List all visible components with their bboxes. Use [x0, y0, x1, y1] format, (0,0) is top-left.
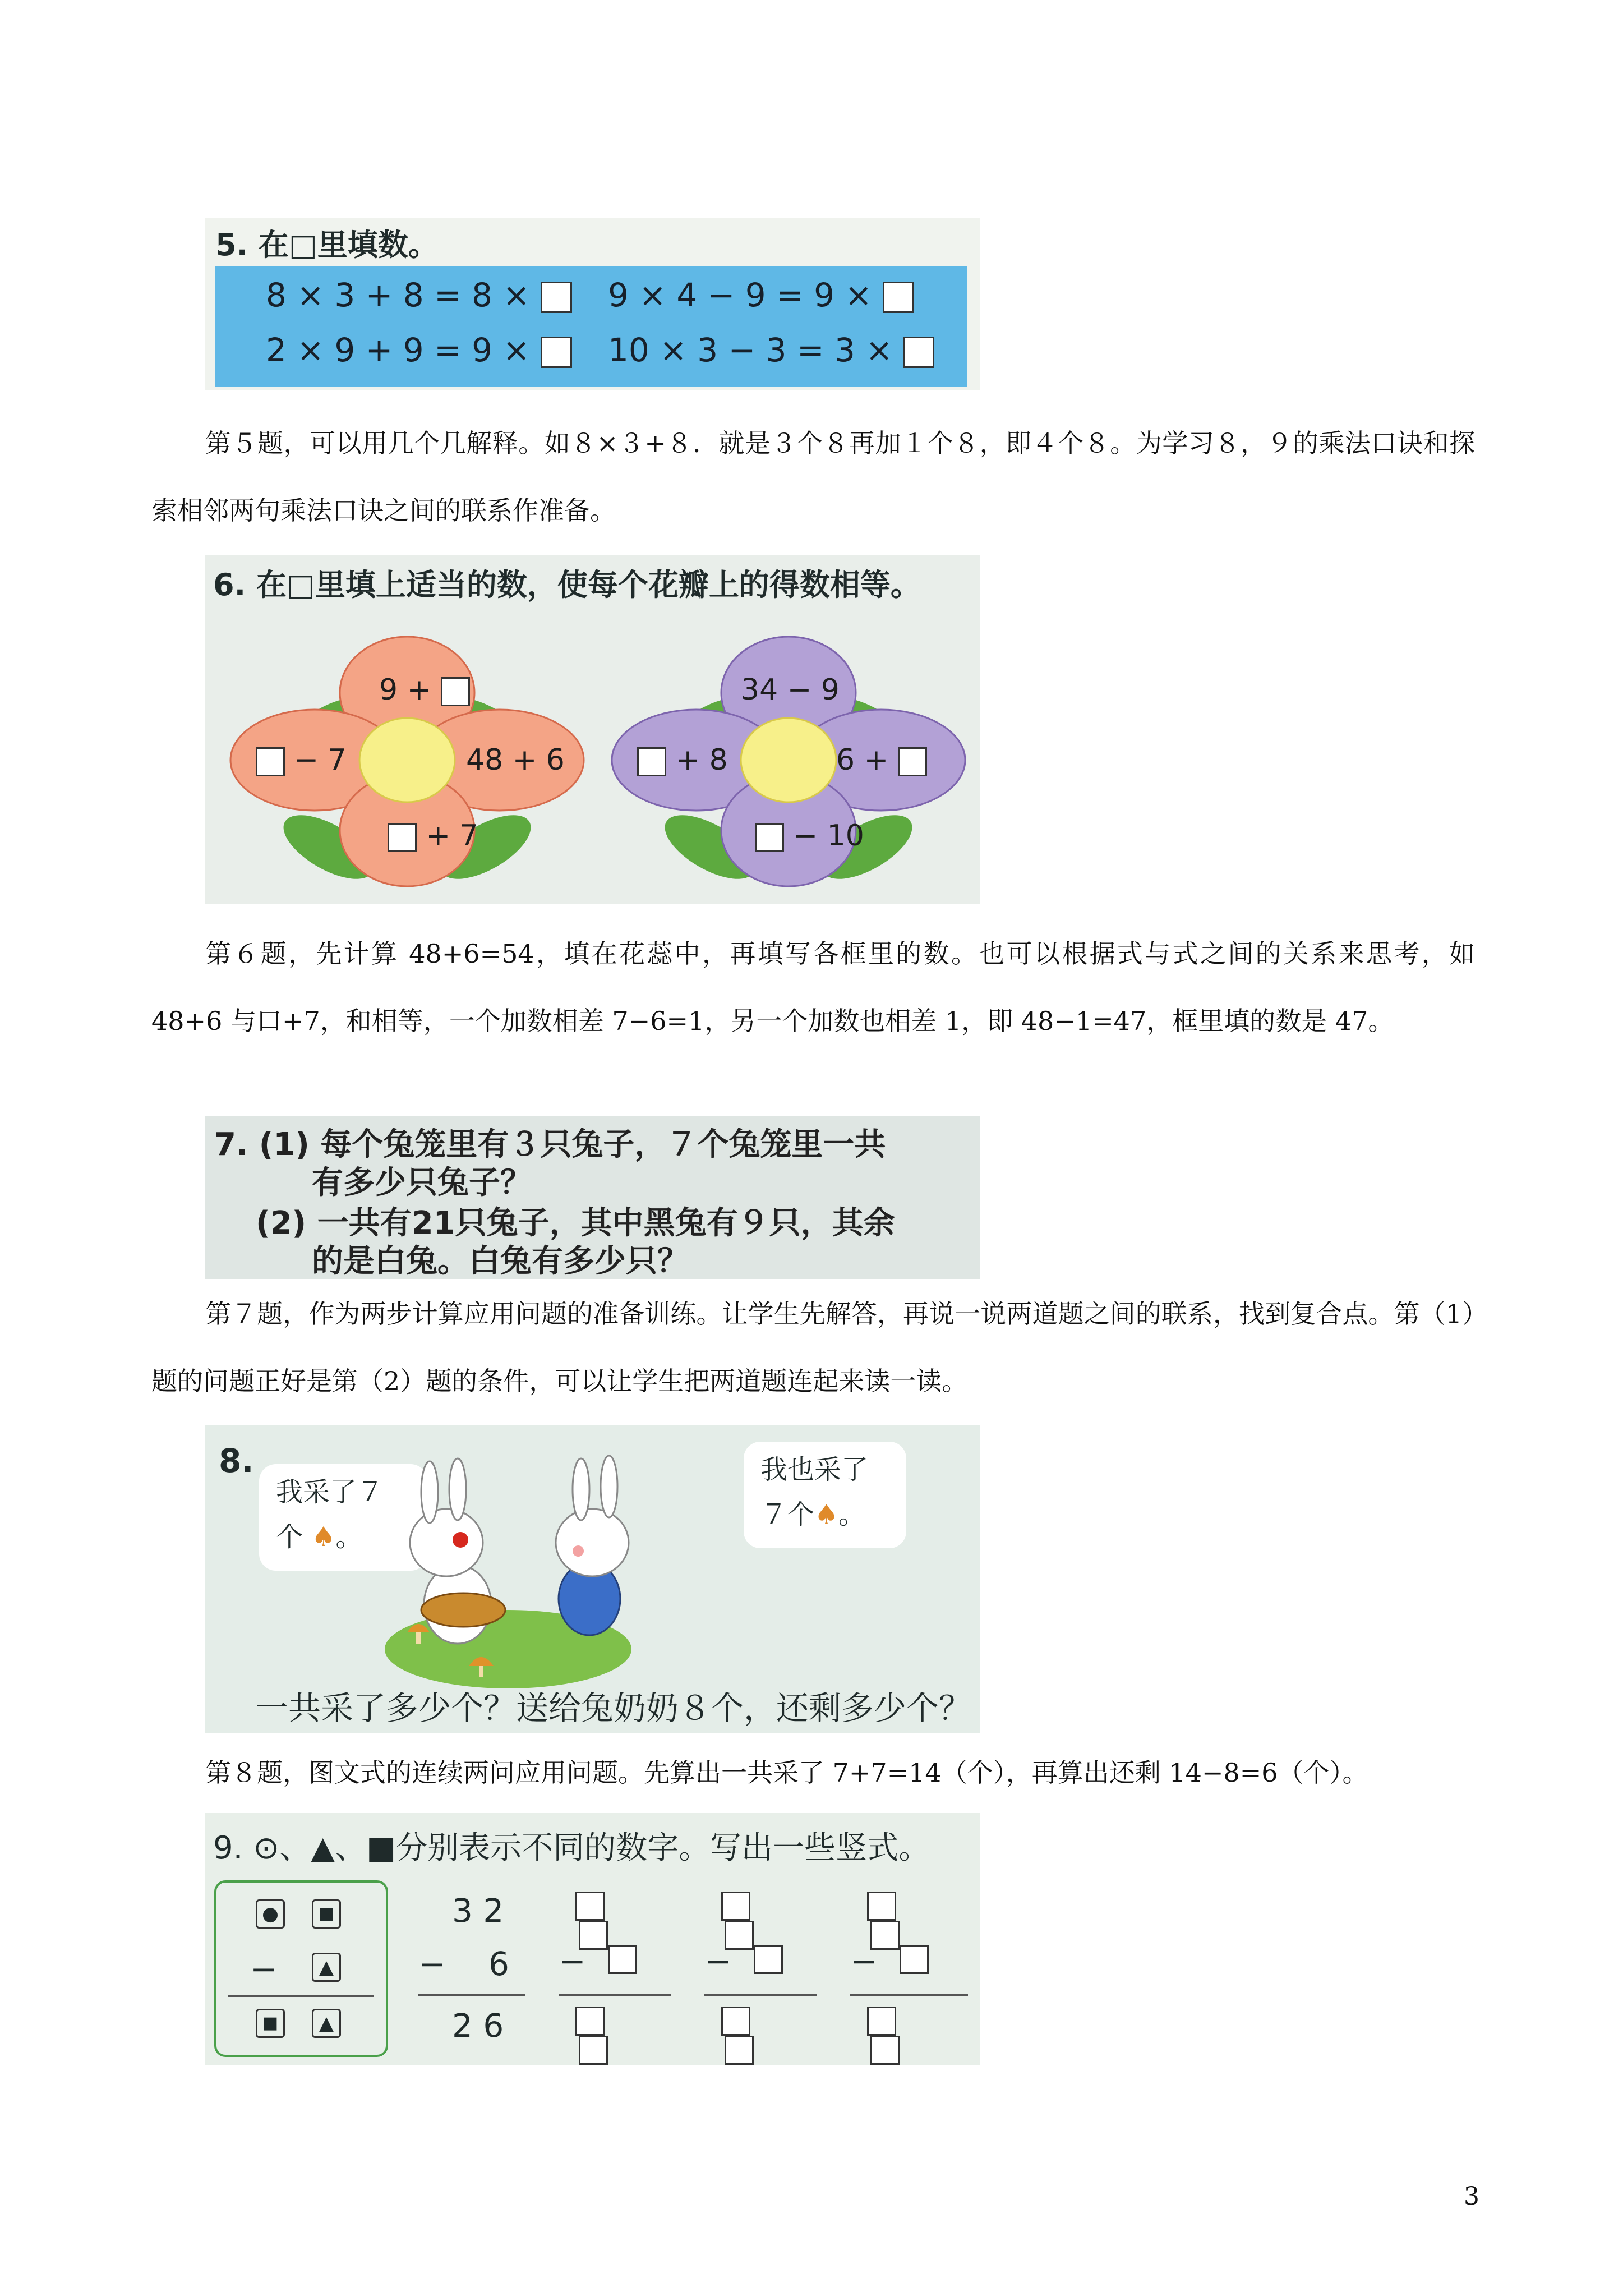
- equation-1: 8 × 3 + 8 = 8 ×: [266, 276, 572, 314]
- exercise-8-number: 8.: [219, 1442, 254, 1480]
- flower1-top-label: 9 +: [379, 673, 470, 707]
- exercise-5-title: 5. 在□里填数。: [215, 227, 439, 263]
- answer-box[interactable]: [725, 2036, 754, 2065]
- exercise-9-figure: [205, 1813, 980, 2065]
- exercise-8-question: 一共采了多少个？送给兔奶奶８个，还剩多少个？: [256, 1689, 972, 1727]
- example-result: 2 6: [452, 2007, 504, 2045]
- answer-box[interactable]: [867, 1892, 896, 1921]
- flower2-bottom-label: − 10: [755, 819, 864, 853]
- exercise-9-title: 9. ⊙、▲、■分别表示不同的数字。写出一些竖式。: [213, 1830, 930, 1866]
- answer-box[interactable]: [541, 337, 572, 368]
- answer-box[interactable]: [870, 2036, 900, 2065]
- bubble-left-line-1: 我采了７: [276, 1476, 384, 1508]
- square-symbol-icon: ■: [312, 1899, 341, 1929]
- exercise-7-line-4: 的是白兔。白兔有多少只？: [312, 1243, 689, 1279]
- answer-box[interactable]: [441, 677, 470, 706]
- answer-box[interactable]: [637, 747, 666, 776]
- answer-box[interactable]: [575, 1892, 605, 1921]
- exercise-7-line-1: 7. (1) 每个兔笼里有３只兔子，７个兔笼里一共: [214, 1126, 886, 1163]
- answer-box[interactable]: [721, 2007, 750, 2036]
- minus-sign: −: [418, 1945, 446, 1983]
- exercise-7-figure: [205, 1116, 980, 1279]
- exercise-7-line-3: (2) 一共有21只兔子，其中黑兔有９只，其余: [256, 1205, 895, 1241]
- paragraph-exercise-7: 第７题，作为两步计算应用问题的准备训练。让学生先解答，再说一说两道题之间的联系，找到复合点。第（1）题的问题正好是第（2）题的条件，可以让学生把两道题连起来读一读。: [151, 1299, 1475, 1396]
- sum-line: [228, 1995, 374, 1997]
- circle-symbol-icon: ●: [256, 1899, 285, 1929]
- bubble-right-line-2: ７个♠。: [760, 1499, 866, 1530]
- mushroom-icon: ♠: [311, 1521, 336, 1553]
- symbol-template-box: [214, 1880, 388, 2057]
- equation-4: 10 × 3 − 3 = 3 ×: [608, 331, 934, 369]
- exercise-8-figure: [205, 1425, 980, 1733]
- exercise-7-line-2: 有多少只兔子？: [312, 1165, 532, 1201]
- answer-box[interactable]: [754, 1945, 783, 1974]
- answer-box[interactable]: [388, 823, 417, 852]
- equation-3: 2 × 9 + 9 = 9 ×: [266, 331, 572, 369]
- minus-sign: −: [559, 1942, 586, 1980]
- answer-box[interactable]: [903, 337, 934, 368]
- flower2-right-label: 6 +: [836, 743, 927, 777]
- exercise-5-figure: [205, 218, 980, 390]
- triangle-symbol-icon: ▲: [312, 1953, 341, 1982]
- answer-box[interactable]: [900, 1945, 929, 1974]
- minus-sign: −: [850, 1942, 878, 1980]
- example-top-number: 3 2: [452, 1892, 504, 1930]
- sum-line: [704, 1994, 817, 1996]
- answer-box[interactable]: [898, 747, 927, 776]
- equation-2: 9 × 4 − 9 = 9 ×: [608, 276, 914, 314]
- answer-box[interactable]: [721, 1892, 750, 1921]
- answer-box[interactable]: [755, 823, 784, 852]
- exercise-6-title: 6. 在□里填上适当的数，使每个花瓣上的得数相等。: [213, 567, 921, 602]
- paragraph-exercise-6: 第６题，先计算 48+6=54，填在花蕊中，再填写各框里的数。也可以根据式与式之间的关系来思考，如 48+6 与口+7，和相等，一个加数相差 7−6=1，另一个加数也相差 1，即 48−1=47，框里填的数是 47。: [151, 938, 1475, 1036]
- minus-sign: −: [250, 1950, 278, 1988]
- answer-box[interactable]: [608, 1945, 637, 1974]
- square-symbol-icon: ■: [256, 2009, 285, 2038]
- flower1-right-label: 48 + 6: [466, 743, 565, 777]
- exercise-6-figure: [205, 555, 980, 904]
- paragraph-exercise-8: 第８题，图文式的连续两问应用问题。先算出一共采了 7+7=14（个），再算出还剩 14−8=6（个）。: [205, 1757, 1368, 1788]
- page-number: 3: [1464, 2182, 1479, 2211]
- minus-sign: −: [704, 1942, 732, 1980]
- bubble-right-line-1: 我也采了: [760, 1454, 869, 1485]
- equation-band: [215, 266, 967, 387]
- sum-line: [850, 1994, 968, 1996]
- answer-box[interactable]: [883, 282, 914, 313]
- sum-line: [559, 1994, 671, 1996]
- answer-box[interactable]: [867, 2007, 896, 2036]
- mushroom-icon: ♠: [814, 1499, 839, 1530]
- triangle-symbol-icon: ▲: [312, 2009, 341, 2038]
- answer-box[interactable]: [256, 747, 285, 776]
- flower2-left-label: + 8: [637, 743, 728, 777]
- flower1-left-label: − 7: [256, 743, 347, 777]
- flower1-bottom-label: + 7: [388, 819, 478, 853]
- bubble-left-line-2: 个 ♠。: [276, 1521, 363, 1553]
- answer-box[interactable]: [575, 2007, 605, 2036]
- answer-box[interactable]: [541, 282, 572, 313]
- sum-line: [418, 1994, 525, 1996]
- flower2-top-label: 34 − 9: [741, 673, 840, 707]
- paragraph-exercise-5: 第５题，可以用几个几解释。如８×３+８．就是３个８再加１个８，即４个８。为学习８，９的乘法口诀和探索相邻两句乘法口诀之间的联系作准备。: [151, 428, 1475, 526]
- answer-box[interactable]: [579, 2036, 608, 2065]
- example-subtrahend: 6: [488, 1945, 509, 1983]
